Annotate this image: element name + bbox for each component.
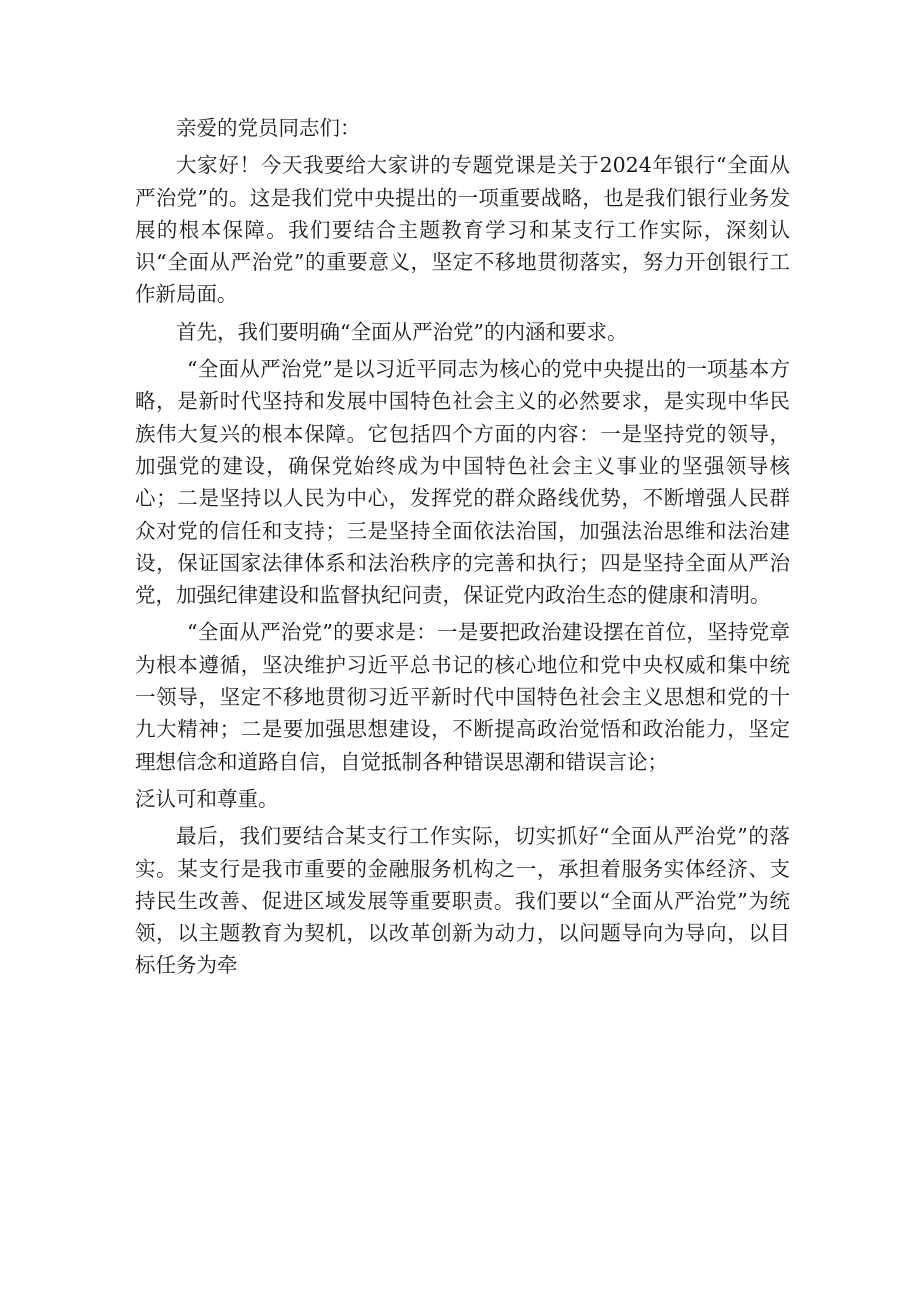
paragraph-connotation: “全面从严治党”是以习近平同志为核心的党中央提出的一项基本方略，是新时代坚持和发展中国特色社会主义的必然要求，是实现中华民族伟大复兴的根本保障。它包括四个方面的内容：一是坚持党的领导，加强党的建设，确保党始终成为中国特色社会主义事业的坚强领导核心；二是坚持以人民为中心，发挥党的群众路线优势，不断增强人民群众对党的信任和支持；三是坚持全面依法治国，加强法治思维和法治建设，保证国家法律体系和法治秩序的完善和执行；四是坚持全面从严治党，加强纪律建设和监督执纪问责，保证党内政治生态的健康和清明。 — [135, 357, 790, 608]
salutation: 亲爱的党员同志们： — [176, 116, 361, 140]
paragraph-first: 首先，我们要明确“全面从严治党”的内涵和要求。 — [176, 319, 628, 344]
paragraph-finally: 最后，我们要结合某支行工作实际，切实抓好“全面从严治党”的落实。某支行是我市重要的金融服务机构之一，承担着服务实体经济、支持民生改善、促进区域发展等重要职责。我们要以“全面从严治党”为统领，以主题教育为契机，以改革创新为动力，以问题导向为导向，以目标任务为牵 — [135, 824, 790, 978]
document-body — [135, 112, 790, 987]
paragraph-fragment: 泛认可和尊重。 — [135, 786, 279, 811]
paragraph-greeting: 大家好！今天我要给大家讲的专题党课是关于2024年银行“全面从严治党”的。这是我们党中央提出的一项重要战略，也是我们银行业务发展的根本保障。我们要结合主题教育学习和某支行工作实际，深刻认识“全面从严治党”的重要意义，坚定不移地贯彻落实，努力开创银行工作新局面。 — [135, 153, 790, 307]
paragraph-requirements: “全面从严治党”的要求是：一是要把政治建设摆在首位，坚持党章为根本遵循，坚决维护习近平总书记的核心地位和党中央权威和集中统一领导，坚定不移地贯彻习近平新时代中国特色社会主义思想和党的十九大精神；二是要加强思想建设，不断提高政治觉悟和政治能力，坚定理想信念和道路自信，自觉抵制各种错误思潮和错误言论； — [135, 620, 790, 774]
